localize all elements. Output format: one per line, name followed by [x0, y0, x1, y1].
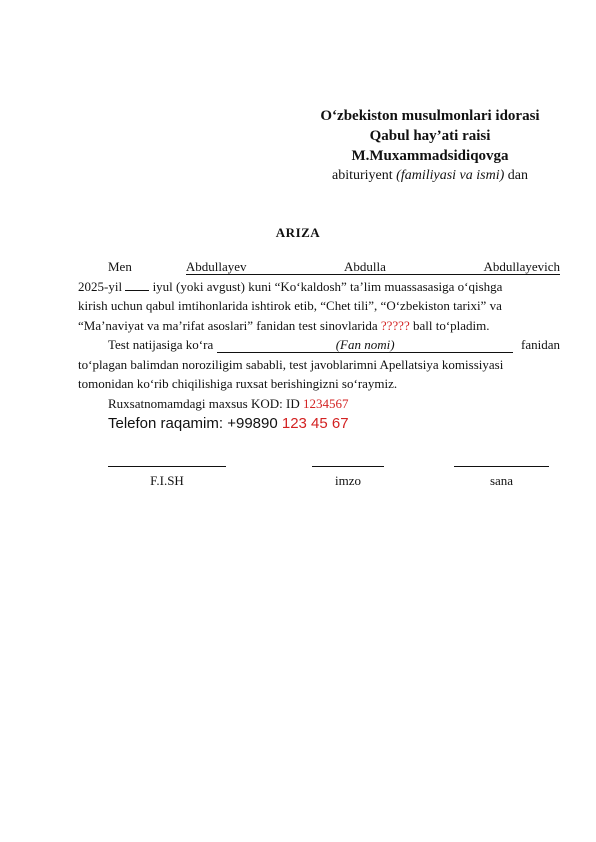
date-line: [78, 277, 560, 297]
subject-suffix: fanidan: [521, 337, 560, 352]
kod-label: Ruxsatnomamdagi maxsus KOD: ID: [108, 395, 303, 411]
full-name-field: [186, 259, 560, 275]
phone-label: Telefon raqamim: +99890: [108, 415, 282, 432]
sana-caption: sana: [489, 473, 514, 488]
men-label: Men: [108, 259, 132, 274]
score-line-text: “Ma’naviyat va ma’rifat asoslari” fanidan test sinovlarida: [78, 317, 381, 333]
subject-field: [217, 338, 513, 353]
sana-line: [454, 466, 549, 467]
signature-area: [0, 460, 596, 500]
score-value: ?????: [380, 317, 410, 333]
year-text: 2025-yil: [78, 278, 123, 294]
addressee-name: M.Muxammadsidiqovga: [351, 148, 509, 164]
applicant-placeholder: (familiyasi va ismi): [396, 168, 505, 183]
score-line-suffix: ball to‘pladim.: [409, 317, 490, 333]
applicant-prefix: abituriyent: [332, 168, 397, 183]
subject-placeholder: (Fan nomi): [335, 337, 395, 352]
fish-line: [108, 466, 226, 467]
application-body: [78, 257, 560, 435]
appeal-line-end: tomonidan ko‘rib chiqilishiga ruxsat berishingizni so‘raymiz.: [78, 376, 398, 391]
fish-caption: F.I.SH: [150, 473, 184, 488]
phone-line: [78, 413, 560, 435]
kod-value: 1234567: [302, 395, 349, 411]
appeal-line: to‘plagan balimdan noroziligim sababli, test javoblarimni Apellatsiya komissiyasi: [78, 356, 504, 372]
applicant-line: [300, 166, 560, 186]
surname-value: Abdullayev: [185, 259, 247, 274]
document-title: ARIZA: [275, 225, 321, 240]
name-row: [78, 257, 560, 277]
subject-row: [78, 335, 560, 355]
imzo-line: [312, 466, 384, 467]
kod-line: [78, 394, 560, 414]
addressee-organization: O‘zbekiston musulmonlari idorasi: [320, 108, 540, 124]
subject-prefix: Test natijasiga ko‘ra: [108, 337, 214, 352]
exam-line: kirish uchun qabul imtihonlarida ishtirok etib, “Chet tili”, “O‘zbekiston tarixi” va: [78, 298, 502, 313]
score-line: [78, 316, 560, 336]
applicant-suffix: dan: [504, 168, 528, 183]
date-line-text: iyul (yoki avgust) kuni “Ko‘kaldosh” ta’lim muassasasiga o‘qishga: [152, 278, 503, 294]
addressee-position: Qabul hay’ati raisi: [369, 128, 491, 144]
patronymic-value: Abdullayevich: [483, 259, 560, 274]
first-name-value: Abdulla: [344, 259, 386, 274]
phone-value: 123 45 67: [281, 415, 349, 432]
imzo-caption: imzo: [335, 473, 361, 488]
addressee-block: [300, 106, 560, 186]
day-blank: [125, 278, 149, 291]
